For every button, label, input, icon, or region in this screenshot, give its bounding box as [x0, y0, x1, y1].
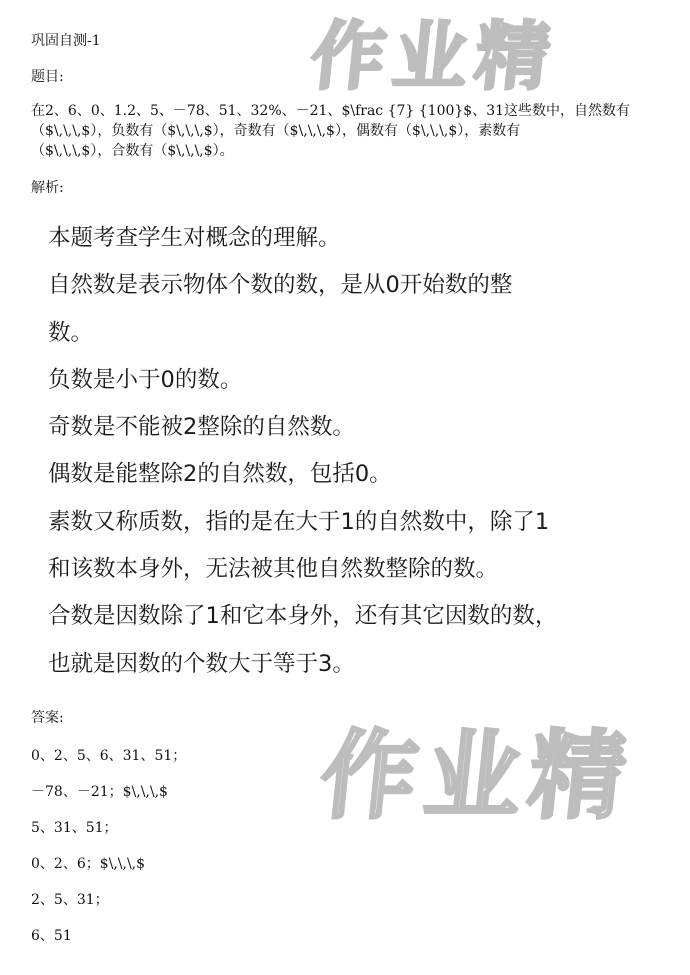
answer-natural-numbers: 0、2、5、6、31、51；: [31, 748, 187, 764]
analysis-line: 素数又称质数，指的是在大于1的自然数中，除了1: [48, 508, 550, 535]
watermark-bottom: 作业精: [315, 720, 640, 832]
answer-negative-numbers: －78、－21；$\,\,\,$: [31, 784, 168, 800]
answer-odd-numbers: 5、31、51；: [31, 820, 118, 836]
question-line: （$\,\,\,$），负数有（$\,\,\,$），奇数有（$\,\,\,$），偶数有（$\,\,\,$），素数有: [31, 123, 521, 139]
analysis-line: 自然数是表示物体个数的数，是从0开始数的整: [48, 272, 513, 299]
answer-composite-numbers: 6、51: [31, 928, 72, 944]
question-label: 题目:: [31, 69, 64, 85]
answer-even-numbers: 0、2、6；$\,\,\,$: [31, 856, 146, 872]
watermark-top: 作业精: [306, 14, 562, 100]
analysis-line: 负数是小于0的数。: [48, 366, 243, 393]
question-line: 在2、6、0、1.2、5、－78、51、32%、－21、$\frac {7} {100}$、31这些数中，自然数有: [31, 103, 631, 119]
analysis-line: 合数是因数除了1和它本身外，还有其它因数的数，: [48, 603, 558, 630]
analysis-line: 本题考查学生对概念的理解。: [48, 225, 341, 251]
analysis-label: 解析:: [31, 180, 64, 196]
analysis-line: 奇数是不能被2整除的自然数。: [48, 414, 355, 441]
answer-prime-numbers: 2、5、31；: [31, 892, 109, 908]
answer-label: 答案:: [31, 710, 64, 726]
analysis-line: 也就是因数的个数大于等于3。: [48, 650, 355, 677]
analysis-body: [48, 218, 557, 691]
question-text: [31, 101, 671, 161]
page-title: 巩固自测-1: [31, 33, 101, 49]
analysis-line: 偶数是能整除2的自然数，包括0。: [48, 461, 392, 488]
analysis-line: 数。: [48, 319, 94, 346]
analysis-line: 和该数本身外，无法被其他自然数整除的数。: [48, 556, 499, 583]
question-line: （$\,\,\,$），合数有（$\,\,\,$）。: [31, 143, 234, 159]
